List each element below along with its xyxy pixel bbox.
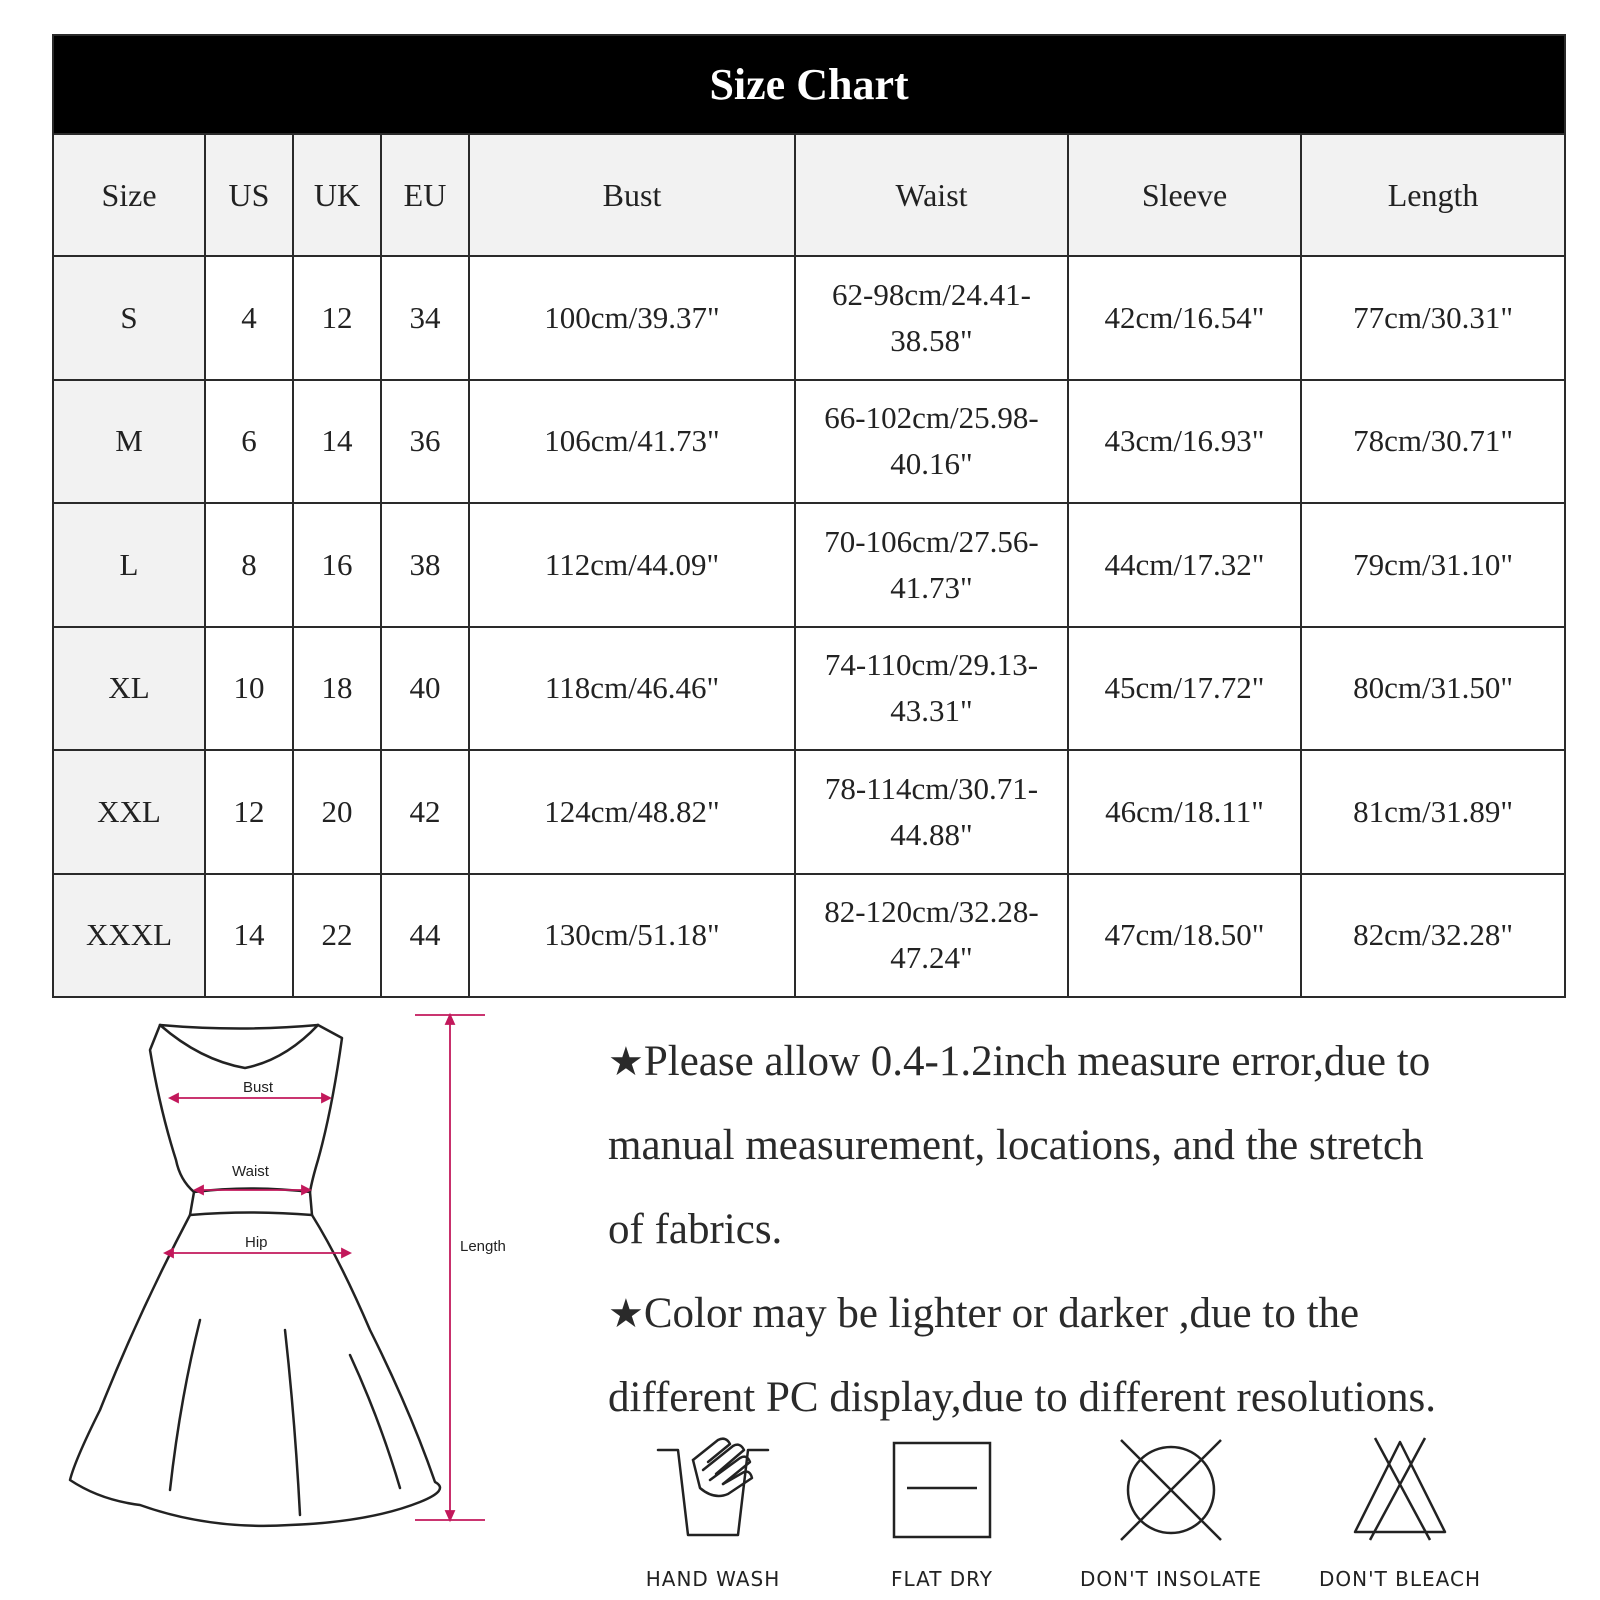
size-cell: XXL — [53, 750, 205, 874]
note-text: of fabrics. — [608, 1206, 783, 1253]
sleeve-cell: 47cm/18.50" — [1068, 874, 1301, 998]
sleeve-cell: 45cm/17.72" — [1068, 627, 1301, 751]
header-sleeve: Sleeve — [1068, 134, 1301, 256]
table-row — [53, 256, 1565, 380]
waist-label: Waist — [232, 1163, 269, 1180]
dress-measurement-diagram — [60, 1010, 530, 1590]
size-cell: L — [53, 503, 205, 627]
length-cell: 82cm/32.28" — [1301, 874, 1565, 998]
sleeve-cell: 42cm/16.54" — [1068, 256, 1301, 380]
size-cell: M — [53, 380, 205, 504]
dont-bleach-icon — [1335, 1430, 1465, 1560]
star-icon: ★ — [608, 1039, 644, 1085]
care-label: DON'T BLEACH — [1318, 1567, 1481, 1591]
star-icon: ★ — [608, 1291, 644, 1337]
bust-cell: 112cm/44.09" — [469, 503, 795, 627]
care-label: DON'T INSOLATE — [1079, 1567, 1263, 1591]
table-row — [53, 503, 1565, 627]
title-row — [53, 35, 1565, 134]
note-text: different PC display,due to different resolutions. — [608, 1374, 1437, 1421]
length-cell: 78cm/30.71" — [1301, 380, 1565, 504]
eu-cell: 40 — [381, 627, 469, 751]
dont-insolate-icon — [1106, 1430, 1236, 1560]
waist-cell: 74-110cm/29.13-43.31" — [795, 627, 1068, 751]
eu-cell: 34 — [381, 256, 469, 380]
header-size: Size — [53, 134, 205, 256]
table-row — [53, 627, 1565, 751]
bust-cell: 130cm/51.18" — [469, 874, 795, 998]
header-row — [53, 134, 1565, 256]
hip-label: Hip — [245, 1234, 268, 1251]
uk-cell: 16 — [293, 503, 381, 627]
table-row — [53, 874, 1565, 998]
care-label: FLAT DRY — [890, 1567, 994, 1591]
size-cell: XL — [53, 627, 205, 751]
length-cell: 79cm/31.10" — [1301, 503, 1565, 627]
bust-cell: 100cm/39.37" — [469, 256, 795, 380]
table-row — [53, 380, 1565, 504]
header-waist: Waist — [795, 134, 1068, 256]
header-length: Length — [1301, 134, 1565, 256]
hand-wash-icon — [648, 1430, 778, 1560]
us-cell: 12 — [205, 750, 293, 874]
bust-cell: 124cm/48.82" — [469, 750, 795, 874]
uk-cell: 22 — [293, 874, 381, 998]
header-uk: UK — [293, 134, 381, 256]
waist-cell: 82-120cm/32.28-47.24" — [795, 874, 1068, 998]
us-cell: 6 — [205, 380, 293, 504]
uk-cell: 12 — [293, 256, 381, 380]
note-2-line-1 — [608, 1272, 1588, 1356]
size-chart-title: Size Chart — [53, 35, 1565, 134]
length-cell: 81cm/31.89" — [1301, 750, 1565, 874]
size-cell: S — [53, 256, 205, 380]
header-eu: EU — [381, 134, 469, 256]
waist-cell: 78-114cm/30.71-44.88" — [795, 750, 1068, 874]
eu-cell: 36 — [381, 380, 469, 504]
header-bust: Bust — [469, 134, 795, 256]
note-1-line-1 — [608, 1020, 1588, 1104]
measure-lines — [165, 1015, 485, 1520]
sleeve-cell: 44cm/17.32" — [1068, 503, 1301, 627]
eu-cell: 42 — [381, 750, 469, 874]
note-text: Please allow 0.4-1.2inch measure error,due to — [643, 1038, 1431, 1085]
care-label: HAND WASH — [645, 1567, 781, 1591]
bust-cell: 118cm/46.46" — [469, 627, 795, 751]
care-item-hand-wash — [598, 1430, 828, 1600]
sleeve-cell: 43cm/16.93" — [1068, 380, 1301, 504]
waist-cell: 62-98cm/24.41-38.58" — [795, 256, 1068, 380]
size-chart-table — [52, 34, 1566, 998]
note-text: Color may be lighter or darker ,due to the — [643, 1290, 1360, 1337]
length-cell: 77cm/30.31" — [1301, 256, 1565, 380]
note-text: manual measurement, locations, and the stretch — [608, 1122, 1424, 1169]
length-label: Length — [460, 1238, 506, 1255]
measurement-notes — [608, 1020, 1588, 1440]
uk-cell: 18 — [293, 627, 381, 751]
size-cell: XXXL — [53, 874, 205, 998]
eu-cell: 44 — [381, 874, 469, 998]
dress-outline — [70, 1025, 440, 1526]
waist-cell: 70-106cm/27.56-41.73" — [795, 503, 1068, 627]
us-cell: 14 — [205, 874, 293, 998]
care-item-dont-bleach — [1285, 1430, 1515, 1600]
uk-cell: 14 — [293, 380, 381, 504]
care-item-dont-insolate — [1056, 1430, 1286, 1600]
us-cell: 10 — [205, 627, 293, 751]
table-row — [53, 750, 1565, 874]
us-cell: 4 — [205, 256, 293, 380]
uk-cell: 20 — [293, 750, 381, 874]
bust-label: Bust — [243, 1079, 274, 1096]
header-us: US — [205, 134, 293, 256]
care-item-flat-dry — [827, 1430, 1057, 1600]
eu-cell: 38 — [381, 503, 469, 627]
bust-cell: 106cm/41.73" — [469, 380, 795, 504]
length-cell: 80cm/31.50" — [1301, 627, 1565, 751]
flat-dry-icon — [877, 1430, 1007, 1560]
waist-cell: 66-102cm/25.98-40.16" — [795, 380, 1068, 504]
sleeve-cell: 46cm/18.11" — [1068, 750, 1301, 874]
us-cell: 8 — [205, 503, 293, 627]
